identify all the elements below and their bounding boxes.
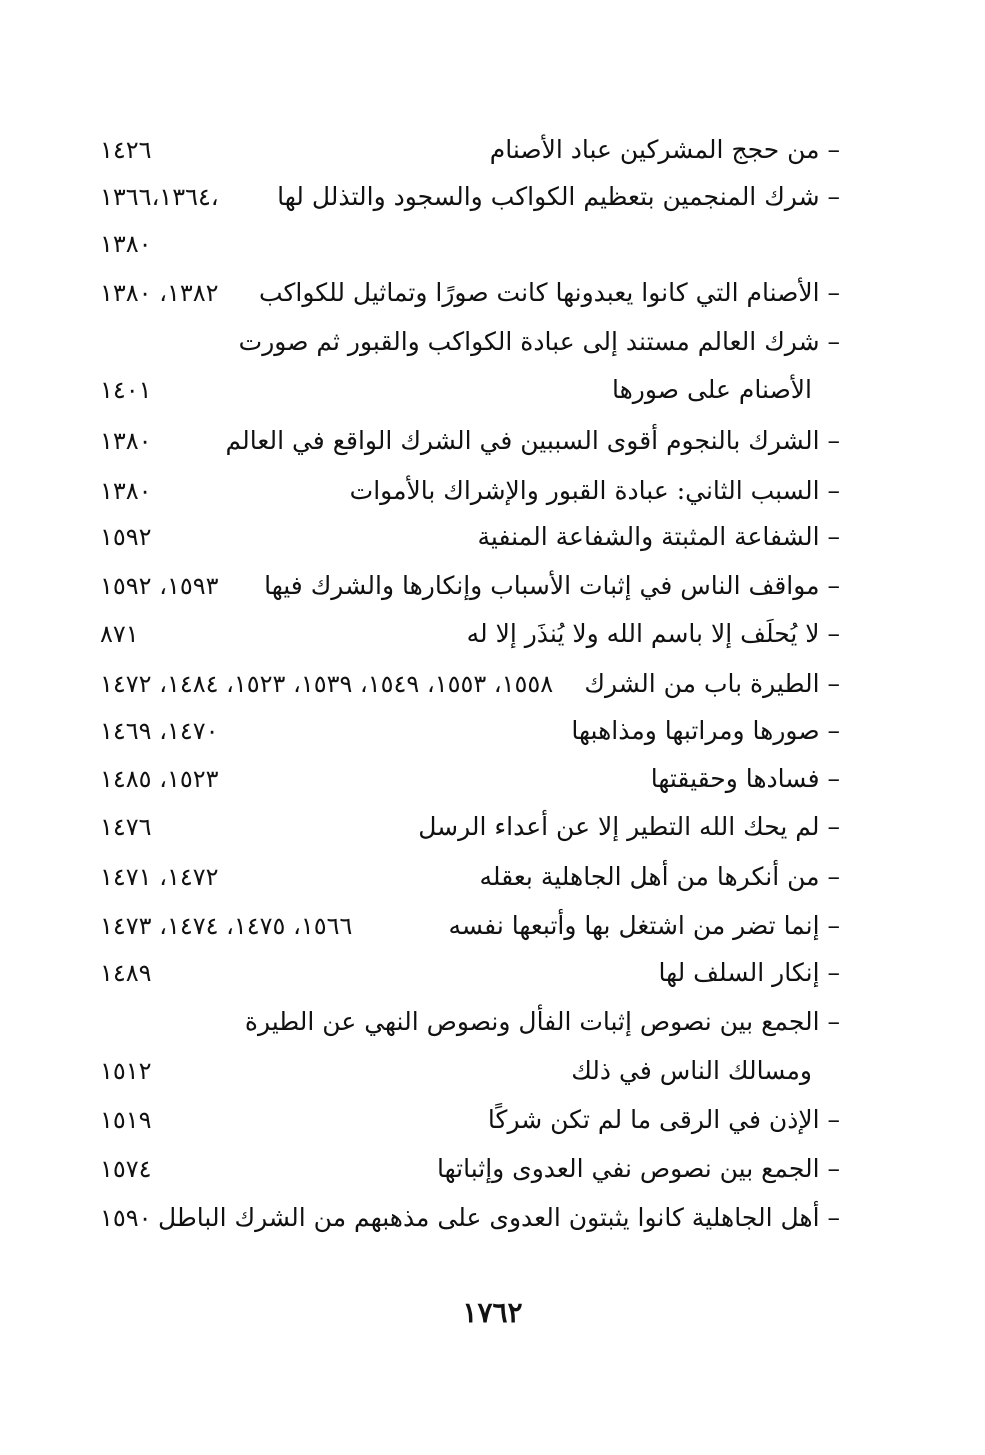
page-number: ١٧٦٢ bbox=[462, 1296, 523, 1329]
entry-pages: ١٣٨٠ bbox=[100, 230, 152, 258]
entry-text: – صورها ومراتبها ومذاهبها bbox=[571, 716, 840, 745]
entry-pages: ١٣٨٠ bbox=[100, 477, 152, 505]
entry-text: – الشرك بالنجوم أقوى السببين في الشرك الواقع في العالم bbox=[225, 426, 840, 455]
entry-pages: ١٤٧٦ bbox=[100, 813, 152, 841]
index-entry bbox=[100, 319, 840, 365]
index-entry bbox=[100, 1146, 840, 1192]
index-entry bbox=[100, 611, 840, 657]
entry-pages: ١٤٨٩ bbox=[100, 959, 152, 987]
entry-pages: ١٥١٩ bbox=[100, 1106, 152, 1134]
index-entry bbox=[100, 903, 840, 949]
entry-pages: ١٤٧٢، ١٤٧١ bbox=[100, 863, 219, 891]
entry-text: – أهل الجاهلية كانوا يثبتون العدوى على مذهبهم من الشرك الباطل bbox=[157, 1203, 840, 1232]
entry-pages: ١٤٠١ bbox=[100, 376, 152, 404]
entry-pages: ١٣٦٦،١٣٦٤، bbox=[100, 183, 219, 211]
entry-text: – السبب الثاني: عبادة القبور والإشراك بالأموات bbox=[349, 476, 840, 505]
entry-text: – فسادها وحقيقتها bbox=[650, 764, 840, 793]
entry-pages: ١٥٩٠ bbox=[100, 1204, 152, 1232]
index-entry bbox=[100, 563, 840, 609]
entry-text: – إنكار السلف لها bbox=[658, 958, 840, 987]
index-entry bbox=[100, 1048, 840, 1094]
entry-text: – الجمع بين نصوص نفي العدوى وإثباتها bbox=[436, 1154, 840, 1183]
index-entry bbox=[100, 661, 840, 707]
index-entry bbox=[100, 756, 840, 802]
index-entry bbox=[100, 1195, 840, 1241]
entry-pages: ١٣٨٢، ١٣٨٠ bbox=[100, 279, 219, 307]
index-entry bbox=[100, 804, 840, 850]
index-entry bbox=[100, 1097, 840, 1143]
entry-text: – من أنكرها من أهل الجاهلية بعقله bbox=[479, 862, 840, 891]
entry-text: – الجمع بين نصوص إثبات الفأل ونصوص النهي عن الطيرة bbox=[244, 1007, 840, 1036]
entry-text: – الأصنام التي كانوا يعبدونها كانت صورًا وتماثيل للكواكب bbox=[258, 278, 840, 307]
index-entry bbox=[100, 950, 840, 996]
entry-text: الأصنام على صورها bbox=[611, 375, 812, 404]
entry-pages: ١٣٨٠ bbox=[100, 427, 152, 455]
entry-text: – من حجج المشركين عباد الأصنام bbox=[489, 135, 840, 164]
entry-text: – الطيرة باب من الشرك bbox=[584, 669, 840, 698]
index-entry bbox=[100, 708, 840, 754]
entry-pages: ١٥٦٦، ١٤٧٥، ١٤٧٤، ١٤٧٣ bbox=[100, 912, 353, 940]
entry-text: – الإذن في الرقى ما لم تكن شركًا bbox=[487, 1105, 840, 1134]
index-entry bbox=[100, 221, 840, 267]
index-entry bbox=[100, 854, 840, 900]
index-entry bbox=[100, 418, 840, 464]
entry-text: – لا يُحلَف إلا باسم الله ولا يُنذَر إلا له bbox=[466, 619, 840, 648]
entry-pages: ١٥٢٣، ١٤٨٥ bbox=[100, 765, 219, 793]
entry-pages: ١٥٥٨، ١٥٥٣، ١٥٤٩، ١٥٣٩، ١٥٢٣، ١٤٨٤، ١٤٧٢ bbox=[100, 670, 554, 698]
index-entry bbox=[100, 270, 840, 316]
entry-text: – لم يحك الله التطير إلا عن أعداء الرسل bbox=[418, 812, 840, 841]
index-entry bbox=[100, 174, 840, 220]
index-entry bbox=[100, 999, 840, 1045]
entry-pages: ١٥٧٤ bbox=[100, 1155, 152, 1183]
entry-pages: ١٤٧٠، ١٤٦٩ bbox=[100, 717, 219, 745]
entry-text: – الشفاعة المثبتة والشفاعة المنفية bbox=[477, 522, 840, 551]
index-entry bbox=[100, 127, 840, 173]
entry-text: – مواقف الناس في إثبات الأسباب وإنكارها والشرك فيها bbox=[264, 571, 840, 600]
entry-text: – شرك العالم مستند إلى عبادة الكواكب والقبور ثم صورت bbox=[238, 327, 840, 356]
entry-pages: ١٥١٢ bbox=[100, 1057, 152, 1085]
entry-pages: ٨٧١ bbox=[100, 620, 139, 648]
index-entry bbox=[100, 514, 840, 560]
entry-pages: ١٥٩٢ bbox=[100, 523, 152, 551]
entry-text: ومسالك الناس في ذلك bbox=[571, 1056, 812, 1085]
entry-pages: ١٤٢٦ bbox=[100, 136, 152, 164]
index-entry bbox=[100, 468, 840, 514]
entry-pages: ١٥٩٣، ١٥٩٢ bbox=[100, 572, 219, 600]
index-entry bbox=[100, 367, 840, 413]
entry-text: – إنما تضر من اشتغل بها وأتبعها نفسه bbox=[448, 911, 840, 940]
entry-text: – شرك المنجمين بتعظيم الكواكب والسجود والتذلل لها bbox=[277, 182, 840, 211]
